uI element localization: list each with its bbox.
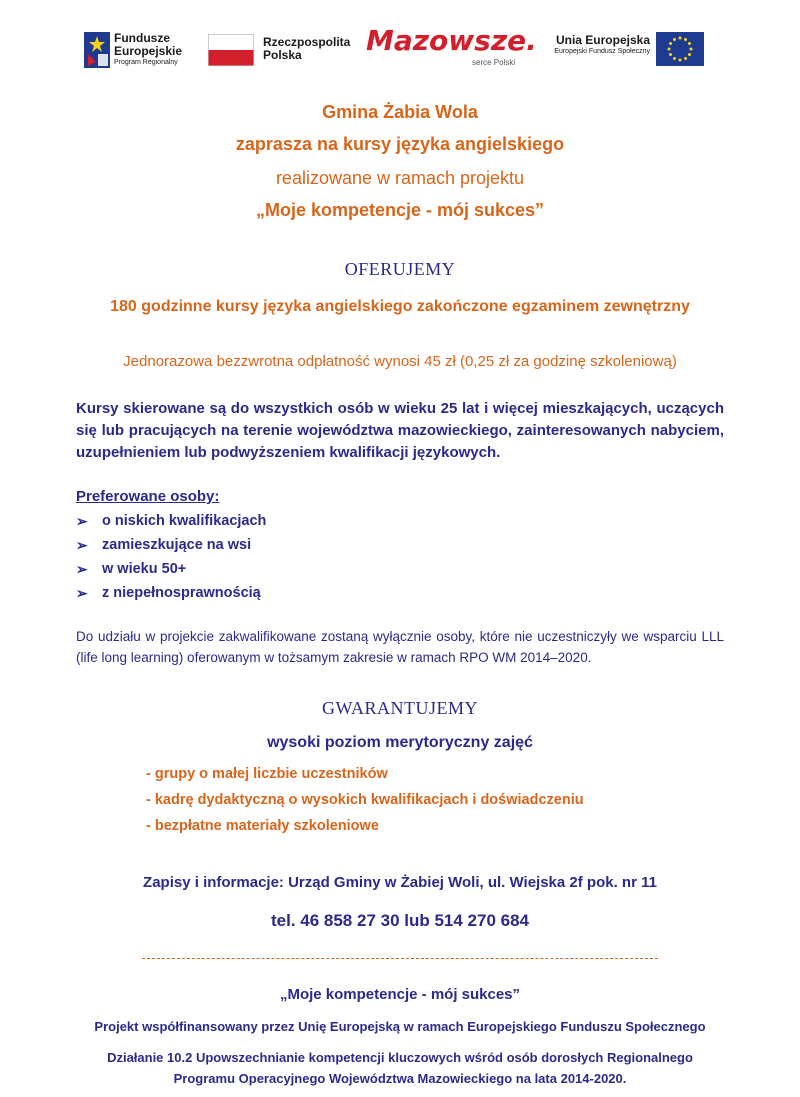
guarantee-list [146, 761, 706, 839]
divider [142, 958, 658, 959]
list-item: ➢ o niskich kwalifikacjach [76, 509, 476, 533]
preferred-title: Preferowane osoby: [76, 488, 220, 505]
list-item: ➢ zamieszkujące na wsi [76, 533, 476, 557]
exclusion-text: Do udziału w projekcie zakwalifikowane zostaną wyłącznie osoby, które nie uczestniczyły we wsparciu LLL (life long learning) oferowanym w tożsamym zakresie w ramach RPO WM 2014–2020. [76, 629, 724, 665]
ue-title: Unia Europejska [555, 33, 650, 47]
guarantee-subtitle: wysoki poziom merytoryczny zajęć [267, 734, 533, 751]
offer-course: 180 godzinne kursy języka angielskiego zakończone egzaminem zewnętrzny [110, 298, 690, 315]
list-item: - grupy o małej liczbie uczestników [146, 766, 388, 782]
fundusze-europejskie-emblem-icon [84, 32, 110, 68]
list-item: ➢ z niepełnosprawnością [76, 581, 476, 605]
arrow-bullet-icon: ➢ [76, 513, 88, 529]
registration-info: Zapisy i informacje: Urząd Gminy w Żabiej Woli, ul. Wiejska 2f pok. nr 11 [143, 874, 657, 891]
fe-title-1: Fundusze [114, 31, 170, 45]
mazowsze-logo [366, 24, 537, 72]
rp-title-2: Polska [263, 48, 302, 62]
rzeczpospolita-polska-logo [208, 30, 351, 70]
fe-title-2: Europejskie [114, 44, 183, 58]
fe-subtitle: Program Regionalny [114, 59, 178, 66]
heading-project-name: „Moje kompetencje - mój sukces” [255, 200, 545, 220]
logo-bar [0, 24, 800, 74]
offer-fee: Jednorazowa bezzwrotna odpłatność wynosi 45 zł (0,25 zł za godzinę szkoleniową) [123, 353, 677, 370]
heading-project-intro: realizowane w ramach projektu [275, 168, 525, 188]
guarantee-title: GWARANTUJEMY [322, 698, 478, 718]
eligibility-text: Kursy skierowane są do wszystkich osób w wieku 25 lat i więcej mieszkających, uczących się lub pracujących na terenie województwa mazowieckiego, zainteresowanych nabyciem, uzupełnieniem lub podwyższeniem kwalifikacji językowych. [76, 400, 724, 461]
arrow-bullet-icon: ➢ [76, 537, 88, 553]
mazowsze-tagline: serce Polski [472, 58, 516, 67]
list-item: ➢ w wieku 50+ [76, 557, 476, 581]
heading-invitation: zaprasza na kursy języka angielskiego [235, 134, 565, 154]
phone-numbers: tel. 46 858 27 30 lub 514 270 684 [270, 911, 530, 930]
ue-subtitle: Europejski Fundusz Społeczny [554, 48, 650, 55]
rp-title-1: Rzeczpospolita [263, 35, 351, 49]
heading-municipality: Gmina Żabia Wola [322, 102, 478, 122]
arrow-bullet-icon: ➢ [76, 585, 88, 601]
list-item: - kadrę dydaktyczną o wysokich kwalifikacjach i doświadczeniu [146, 792, 584, 808]
unia-europejska-logo [548, 30, 708, 70]
preferred-list [76, 509, 476, 605]
polish-flag-icon [208, 34, 254, 66]
offer-title: OFERUJEMY [344, 259, 456, 279]
list-item: - bezpłatne materiały szkoleniowe [146, 818, 379, 834]
eu-flag-icon [656, 32, 704, 66]
arrow-bullet-icon: ➢ [76, 561, 88, 577]
footer-cofinance: Projekt współfinansowany przez Unię Europejską w ramach Europejskiego Funduszu Społecznego [94, 1019, 706, 1034]
footer-action-line-1: Działanie 10.2 Upowszechnianie kompetencji kluczowych wśród osób dorosłych Regionalnego [107, 1050, 693, 1065]
footer-action-line-2: Programu Operacyjnego Województwa Mazowieckiego na lata 2014-2020. [173, 1071, 627, 1086]
footer-project-name: „Moje kompetencje - mój sukces” [279, 986, 521, 1003]
mazowsze-wordmark: Mazowsze. [366, 24, 537, 57]
fundusze-europejskie-logo [84, 30, 194, 70]
